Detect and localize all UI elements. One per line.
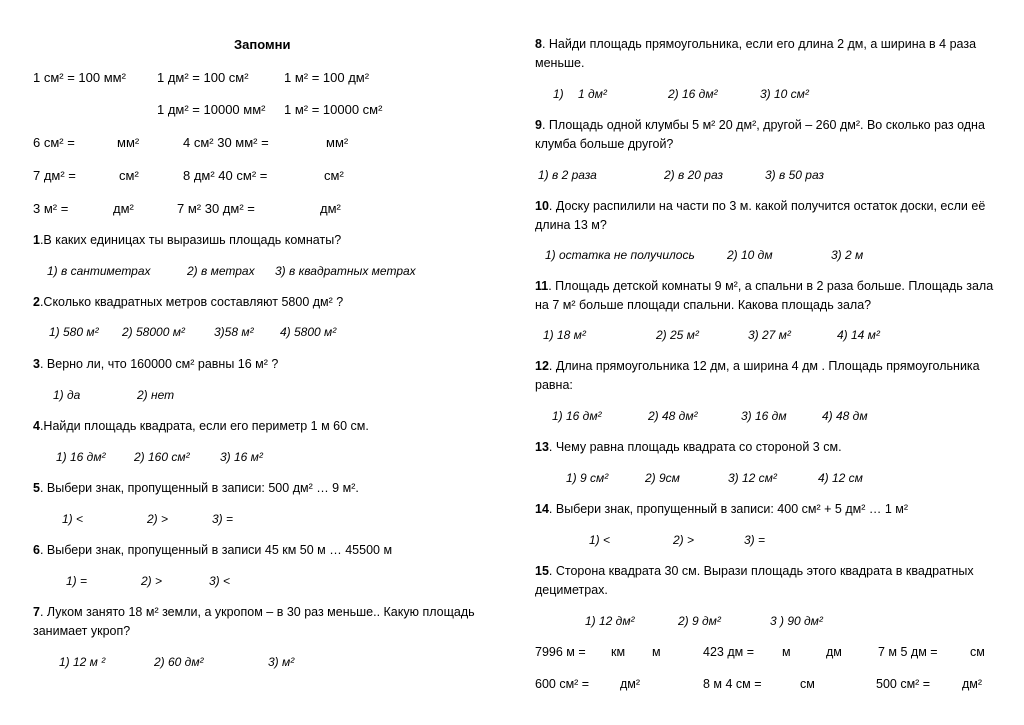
bottom-1-unit-m: м xyxy=(652,645,661,659)
q8-option-3: 3) 10 см² xyxy=(760,87,809,101)
q8-option-1: 1 дм² xyxy=(578,87,607,101)
question-10-cont: длина 13 м? xyxy=(535,218,607,232)
q11-option-2: 2) 25 м² xyxy=(656,328,699,342)
q6-option-3: 3) < xyxy=(209,574,231,588)
q4-option-2: 2) 160 см² xyxy=(134,450,190,464)
q5-option-1: 1) < xyxy=(62,512,84,526)
question-11-cont: на 7 м² больше площади спальни. Какова площадь зала? xyxy=(535,298,872,312)
question-9: 9. Площадь одной клумбы 5 м² 20 дм², другой – 260 дм². Во сколько раз одна xyxy=(535,118,985,132)
question-1: 1.В каких единицах ты выразишь площадь комнаты? xyxy=(33,233,342,247)
question-13: 13. Чему равна площадь квадрата со стороной 3 см. xyxy=(535,440,842,454)
q2-option-3: 3)58 м² xyxy=(214,325,254,339)
conv-6-left: 7 м² 30 дм² = xyxy=(177,201,255,216)
q15-option-3: 3 ) 90 дм² xyxy=(770,614,823,628)
q7-option-3: 3) м² xyxy=(268,655,295,669)
question-8-cont: меньше. xyxy=(535,56,585,70)
q13-option-2: 2) 9см xyxy=(645,471,680,485)
question-7: 7. Луком занято 18 м² земли, а укропом – в 30 раз меньше.. Какую площадь xyxy=(33,605,475,619)
q2-option-1: 1) 580 м² xyxy=(49,325,99,339)
q11-option-3: 3) 27 м² xyxy=(748,328,791,342)
conv-3-unit: см² xyxy=(119,168,139,183)
q3-option-1: 1) да xyxy=(53,388,81,402)
q6-option-2: 2) > xyxy=(141,574,163,588)
q12-option-3: 3) 16 дм xyxy=(741,409,787,423)
rule-dm-cm: 1 дм² = 100 см² xyxy=(157,70,249,85)
q15-option-2: 2) 9 дм² xyxy=(678,614,721,628)
q8-option-2: 2) 16 дм² xyxy=(668,87,718,101)
q14-option-1: 1) < xyxy=(589,533,611,547)
q1-option-1: 1) в сантиметрах xyxy=(47,264,151,278)
q7-option-2: 2) 60 дм² xyxy=(154,655,204,669)
bottom-1-unit-km: км xyxy=(611,645,626,659)
q13-option-3: 3) 12 см² xyxy=(728,471,777,485)
bottom-1-left: 7996 м = xyxy=(535,645,586,659)
question-2: 2.Сколько квадратных метров составляют 5800 дм² ? xyxy=(33,295,344,309)
q3-option-2: 2) нет xyxy=(137,388,175,402)
question-14: 14. Выбери знак, пропущенный в записи: 400 см² + 5 дм² … 1 м² xyxy=(535,502,908,516)
q15-option-1: 1) 12 дм² xyxy=(585,614,635,628)
question-4: 4.Найди площадь квадрата, если его периметр 1 м 60 см. xyxy=(33,419,369,433)
q5-option-3: 3) = xyxy=(212,512,234,526)
question-6: 6. Выбери знак, пропущенный в записи 45 км 50 м … 45500 м xyxy=(33,543,393,557)
bottom-2-unit-dm: дм xyxy=(826,645,842,659)
rule-dm-mm: 1 дм² = 10000 мм² xyxy=(157,102,266,117)
bottom-3-left: 7 м 5 дм = xyxy=(878,645,938,659)
bottom-6-unit: дм² xyxy=(962,677,983,691)
rule-m-cm: 1 м² = 10000 см² xyxy=(284,102,383,117)
q2-option-4: 4) 5800 м² xyxy=(280,325,337,339)
conv-1-left: 6 см² = xyxy=(33,135,75,150)
conv-2-unit: мм² xyxy=(326,135,349,150)
page-title: Запомни xyxy=(234,37,291,52)
q6-option-1: 1) = xyxy=(66,574,88,588)
q10-option-1: 1) остатка не получилось xyxy=(545,248,695,262)
conv-2-left: 4 см² 30 мм² = xyxy=(183,135,269,150)
conv-4-left: 8 дм² 40 см² = xyxy=(183,168,268,183)
q8-option-1-num: 1) xyxy=(553,87,564,101)
q9-option-1: 1) в 2 раза xyxy=(538,168,597,182)
bottom-2-left: 423 дм = xyxy=(703,645,754,659)
question-12: 12. Длина прямоугольника 12 дм, а ширина 4 дм . Площадь прямоугольника xyxy=(535,359,980,373)
q5-option-2: 2) > xyxy=(147,512,169,526)
question-5: 5. Выбери знак, пропущенный в записи: 500 дм² … 9 м². xyxy=(33,481,359,495)
bottom-3-unit-cm: см xyxy=(970,645,985,659)
question-9-cont: клумба больше другой? xyxy=(535,137,674,151)
q9-option-3: 3) в 50 раз xyxy=(765,168,824,182)
rule-m-dm: 1 м² = 100 дм² xyxy=(284,70,370,85)
q2-option-2: 2) 58000 м² xyxy=(122,325,185,339)
q12-option-2: 2) 48 дм² xyxy=(648,409,698,423)
q10-option-3: 3) 2 м xyxy=(831,248,864,262)
q14-option-3: 3) = xyxy=(744,533,766,547)
bottom-2-unit-m: м xyxy=(782,645,791,659)
q4-option-3: 3) 16 м² xyxy=(220,450,263,464)
q1-option-2: 2) в метрах xyxy=(187,264,255,278)
bottom-5-unit: см xyxy=(800,677,815,691)
q13-option-4: 4) 12 см xyxy=(818,471,863,485)
conv-1-unit: мм² xyxy=(117,135,140,150)
conv-5-unit: дм² xyxy=(113,201,134,216)
question-11: 11. Площадь детской комнаты 9 м², а спальни в 2 раза больше. Площадь зала xyxy=(535,279,994,293)
q4-option-1: 1) 16 дм² xyxy=(56,450,106,464)
question-3: 3. Верно ли, что 160000 см² равны 16 м² ? xyxy=(33,357,279,371)
bottom-4-unit: дм² xyxy=(620,677,641,691)
q14-option-2: 2) > xyxy=(673,533,695,547)
conv-3-left: 7 дм² = xyxy=(33,168,76,183)
q9-option-2: 2) в 20 раз xyxy=(664,168,723,182)
q11-option-4: 4) 14 м² xyxy=(837,328,880,342)
question-15: 15. Сторона квадрата 30 см. Вырази площадь этого квадрата в квадратных xyxy=(535,564,974,578)
question-10: 10. Доску распилили на части по 3 м. какой получится остаток доски, если её xyxy=(535,199,986,213)
question-7-cont: занимает укроп? xyxy=(33,624,131,638)
q11-option-1: 1) 18 м² xyxy=(543,328,586,342)
bottom-5-left: 8 м 4 см = xyxy=(703,677,762,691)
q7-option-1: 1) 12 м ² xyxy=(59,655,106,669)
q13-option-1: 1) 9 см² xyxy=(566,471,609,485)
q12-option-4: 4) 48 дм xyxy=(822,409,868,423)
conv-5-left: 3 м² = xyxy=(33,201,69,216)
q1-option-3: 3) в квадратных метрах xyxy=(275,264,416,278)
conv-4-unit: см² xyxy=(324,168,344,183)
question-12-cont: равна: xyxy=(535,378,573,392)
question-8: 8. Найди площадь прямоугольника, если его длина 2 дм, а ширина в 4 раза xyxy=(535,37,977,51)
conv-6-unit: дм² xyxy=(320,201,341,216)
bottom-4-left: 600 см² = xyxy=(535,677,590,691)
q12-option-1: 1) 16 дм² xyxy=(552,409,602,423)
bottom-6-left: 500 см² = xyxy=(876,677,931,691)
q10-option-2: 2) 10 дм xyxy=(727,248,773,262)
rule-cm-mm: 1 см² = 100 мм² xyxy=(33,70,126,85)
question-15-cont: дециметрах. xyxy=(535,583,608,597)
